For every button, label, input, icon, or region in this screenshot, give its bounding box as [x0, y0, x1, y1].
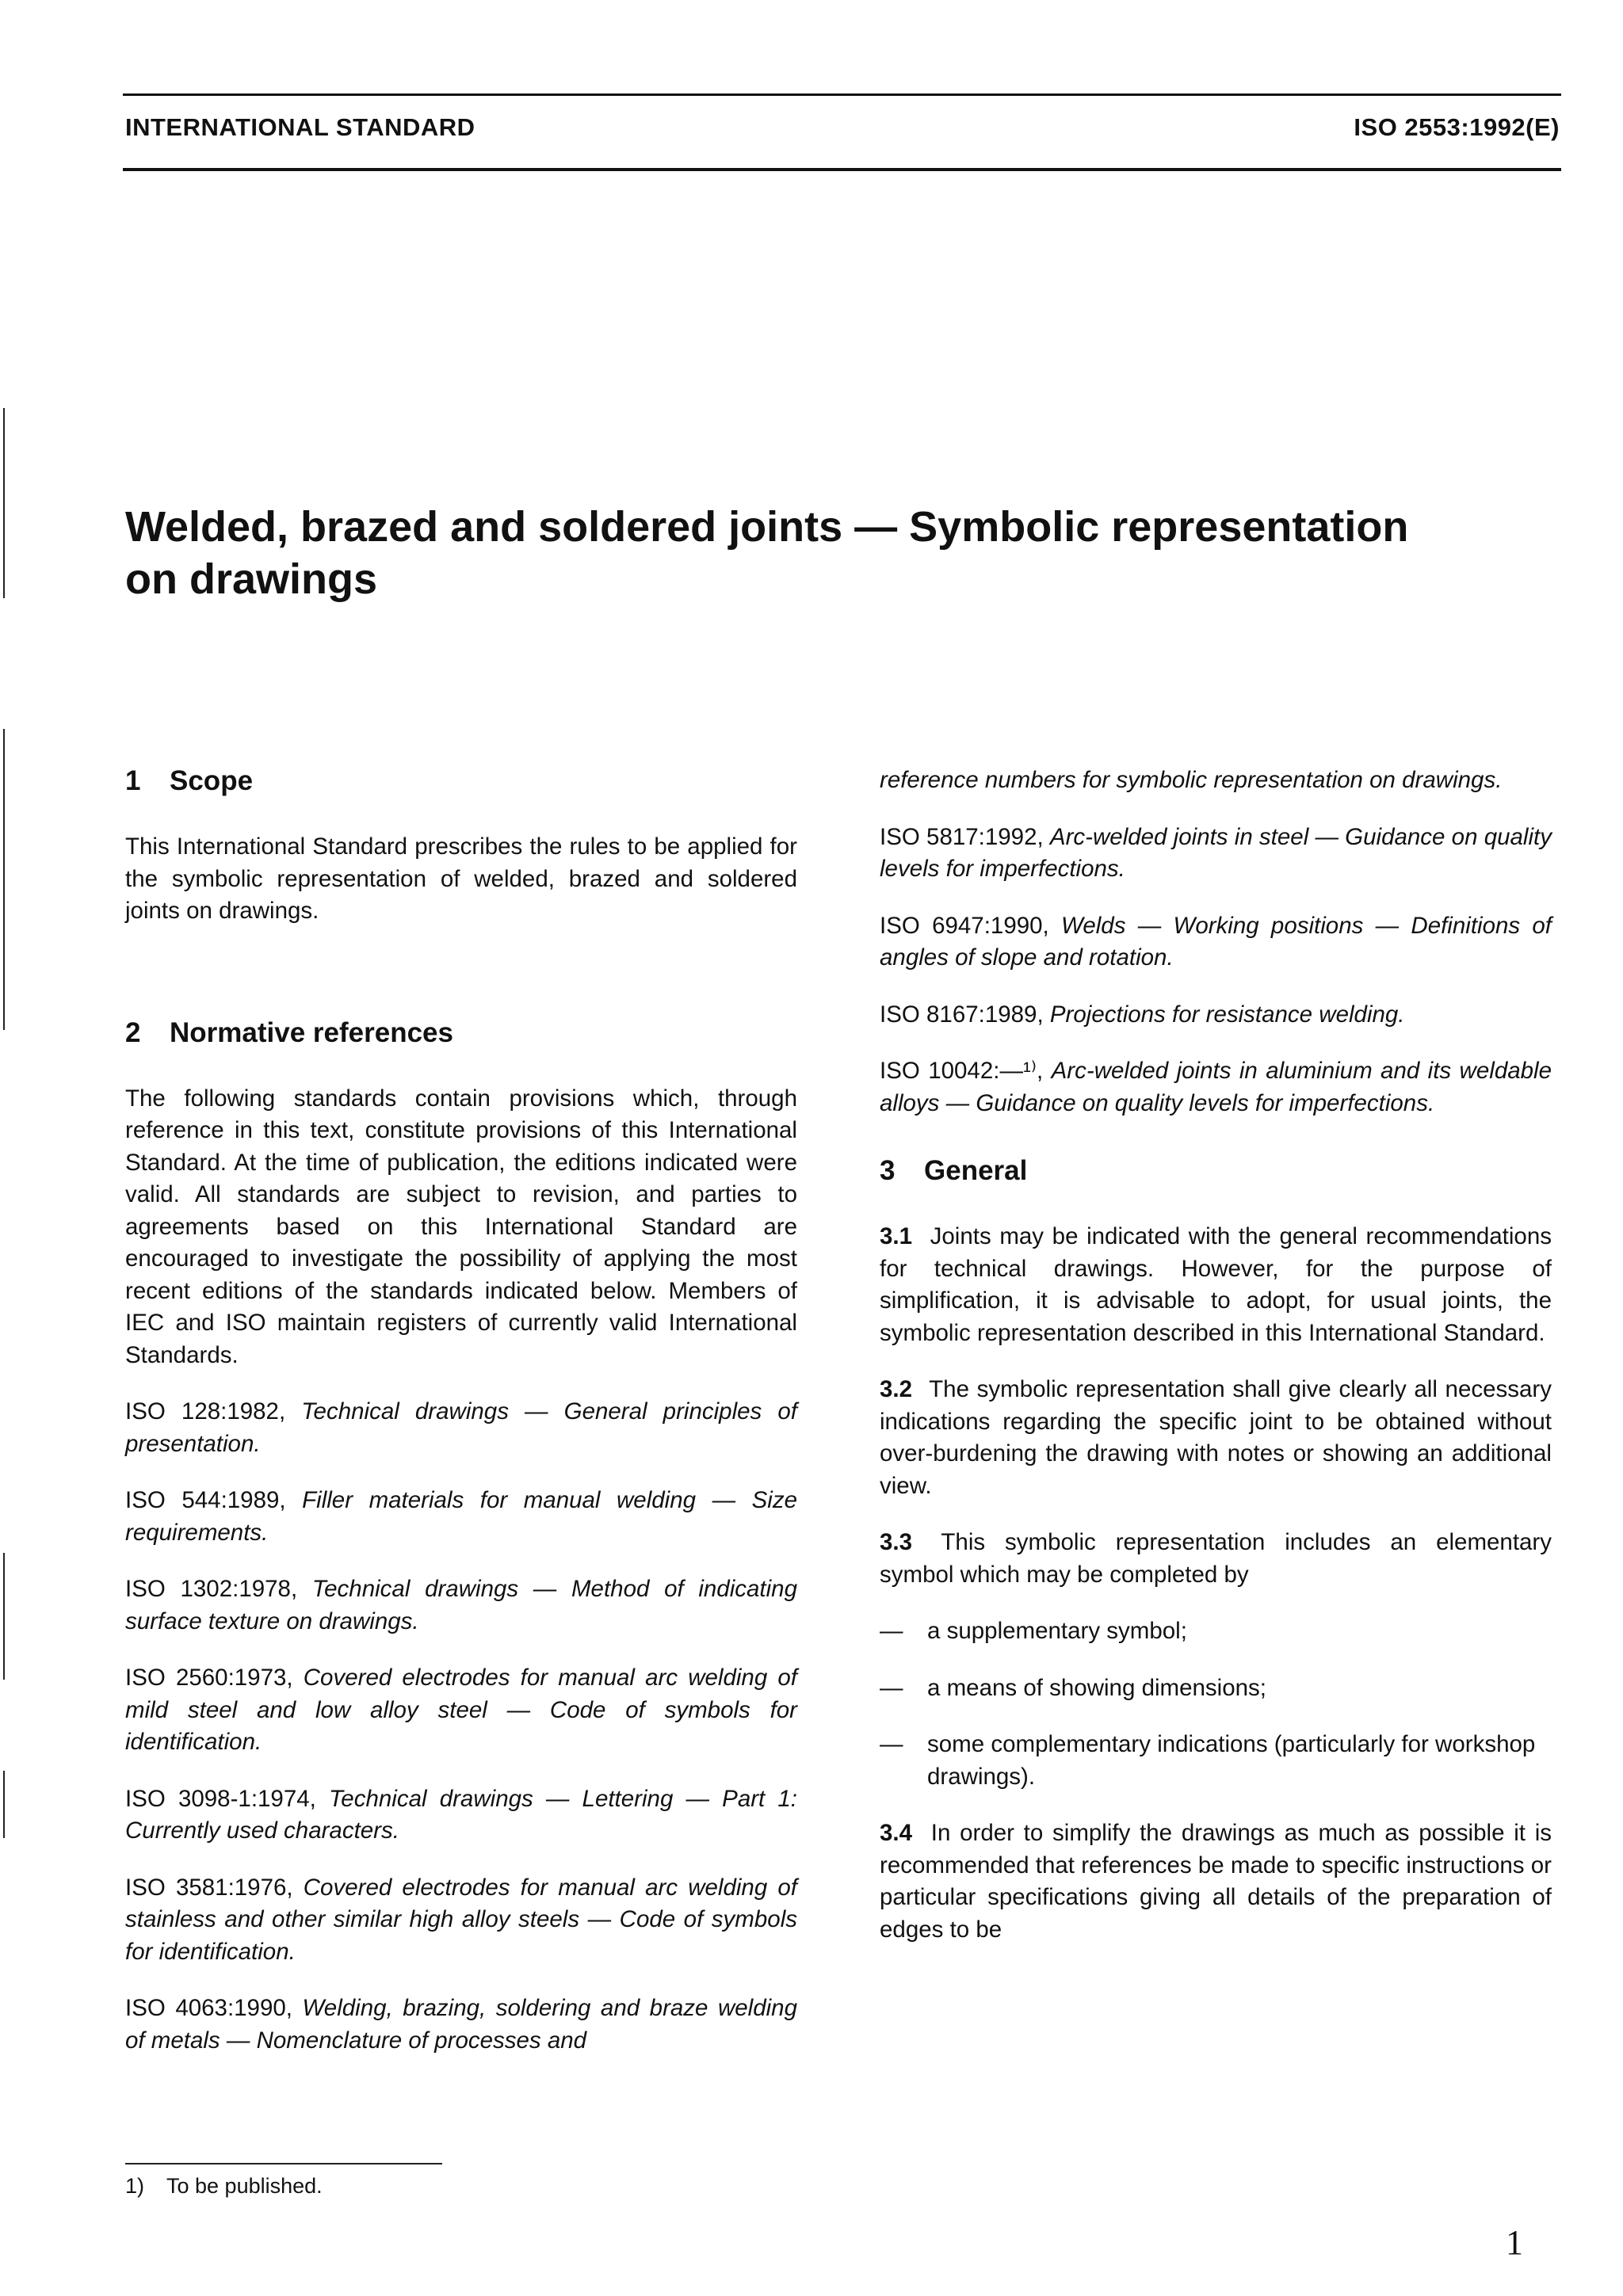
reference-item: ISO 8167:1989, Projections for resistance welding.	[880, 1001, 1405, 1028]
reference-item: ISO 5817:1992, Arc-welded joints in steel — Guidance on quality levels for imperfections.	[880, 823, 1552, 882]
section-heading-scope	[125, 765, 797, 798]
left-column	[125, 765, 797, 2081]
header-document-number: ISO 2553:1992(E)	[1354, 113, 1560, 141]
section-number: 3	[880, 1155, 896, 1186]
reference-item: ISO 544:1989, Filler materials for manual welding — Size requirements.	[125, 1487, 797, 1546]
document-title: Welded, brazed and soldered joints — Symbolic representation on drawings	[125, 503, 1409, 603]
section-heading-general	[880, 1154, 1552, 1188]
footnote-text: To be published.	[166, 2174, 323, 2198]
clause-3-2: 3.2 The symbolic representation shall give clearly all necessary indications regarding the specific joint to be obtained without over-burdening the drawing with notes or showing an additional view.	[880, 1376, 1552, 1499]
clause-3-4: 3.4 In order to simplify the drawings as much as possible it is recommended that references be made to specific instructions or particular specifications giving all details of the preparation of edges to be	[880, 1820, 1552, 1943]
margin-mark	[3, 1771, 5, 1838]
section-heading-normative-references	[125, 1016, 797, 1050]
normative-intro-paragraph: The following standards contain provisions which, through reference in this text, constitute provisions of this International Standard. At the time of publication, the editions indicated were valid. All standards are subject to revision, and parties to agreements based on this International Standard are encouraged to investigate the possibility of applying the most recent editions of the standards indicated below. Members of IEC and ISO maintain registers of currently valid International Standards.	[125, 1085, 797, 1368]
footnote	[125, 2174, 323, 2199]
footnote-rule	[125, 2163, 442, 2164]
right-column	[880, 765, 1552, 1970]
reference-item: ISO 2560:1973, Covered electrodes for manual arc welding of mild steel and low alloy steel — Code of symbols for identification.	[125, 1665, 797, 1755]
reference-item: ISO 128:1982, Technical drawings — General principles of presentation.	[125, 1398, 797, 1457]
header-standard-type: INTERNATIONAL STANDARD	[125, 113, 475, 141]
section-title: Scope	[170, 765, 254, 796]
clause-3-3: 3.3 This symbolic representation includes an elementary symbol which may be completed by	[880, 1529, 1552, 1588]
scope-paragraph: This International Standard prescribes the rules to be applied for the symbolic representation of welded, brazed and soldered joints on drawings.	[125, 833, 797, 924]
list-item: — some complementary indications (particularly for workshop drawings).	[880, 1731, 1536, 1790]
margin-mark	[3, 408, 5, 598]
reference-item: ISO 6947:1990, Welds — Working positions — Definitions of angles of slope and rotation.	[880, 912, 1552, 971]
section-number: 1	[125, 765, 141, 796]
reference-item: ISO 4063:1990, Welding, brazing, soldering and braze welding of metals — Nomenclature of processes and	[125, 1995, 797, 2054]
margin-mark	[3, 729, 5, 1030]
header-top-rule	[123, 93, 1561, 96]
section-title: Normative references	[170, 1016, 453, 1048]
clause-3-1: 3.1 Joints may be indicated with the general recommendations for technical drawings. However, for the purpose of simplification, it is advisable to adopt, for usual joints, the symbolic representation described in this International Standard.	[880, 1223, 1552, 1346]
section-title: General	[924, 1155, 1028, 1186]
section-number: 2	[125, 1016, 141, 1048]
footnote-mark: 1)	[125, 2174, 145, 2198]
reference-item: ISO 1302:1978, Technical drawings — Method of indicating surface texture on drawings.	[125, 1576, 797, 1634]
reference-item: ISO 3098-1:1974, Technical drawings — Lettering — Part 1: Currently used characters.	[125, 1785, 797, 1844]
list-item: — a supplementary symbol;	[880, 1618, 1187, 1644]
reference-continuation: reference numbers for symbolic representation on drawings.	[880, 767, 1503, 793]
header-bottom-rule	[123, 168, 1561, 171]
list-item: — a means of showing dimensions;	[880, 1674, 1266, 1701]
margin-mark	[3, 1553, 5, 1680]
reference-item: ISO 3581:1976, Covered electrodes for manual arc welding of stainless and other similar high alloy steels — Code of symbols for identification.	[125, 1874, 797, 1965]
reference-item: ISO 10042:—¹⁾, Arc-welded joints in aluminium and its weldable alloys — Guidance on quality levels for imperfections.	[880, 1058, 1552, 1116]
page-number: 1	[1506, 2223, 1523, 2262]
